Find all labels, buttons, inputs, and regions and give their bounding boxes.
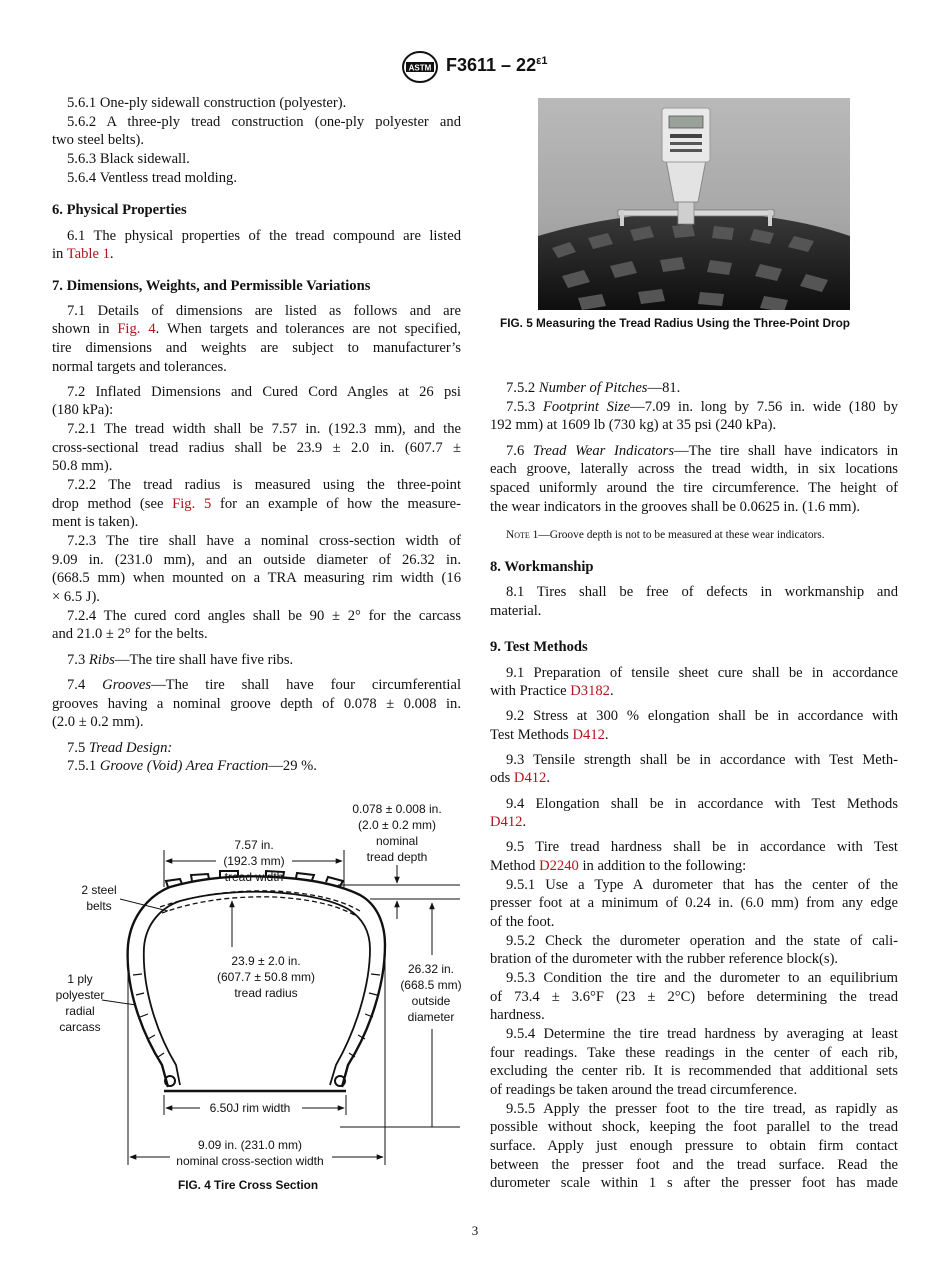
cross-section-width-label: 9.09 in. (231.0 mm) — [197, 1138, 303, 1152]
text-line: 5.6.3 Black sidewall. — [67, 151, 190, 167]
text-line: Method D2240 in addition to the following: — [490, 858, 747, 874]
tire-cross-section-figure — [40, 795, 480, 1165]
tread-depth-label: (2.0 ± 0.2 mm) — [358, 818, 436, 832]
tread-radius-label: tread radius — [234, 986, 298, 1000]
indicator-button — [670, 134, 702, 138]
text-line: 9.5.2 Check the durometer operation and the state of cali- — [506, 933, 898, 949]
text-line: shown in Fig. 4. When targets and tolerances are not specified, — [52, 321, 461, 337]
text-line: × 6.5 J). — [52, 589, 100, 605]
text-line: with Practice D3182. — [490, 683, 614, 699]
d3182-link[interactable]: D3182 — [570, 683, 610, 699]
designation: F3611 – 22 — [446, 55, 537, 75]
fig-5-caption: FIG. 5 Measuring the Tread Radius Using the Three-Point Drop — [500, 316, 851, 330]
text-line: tire dimensions and weights are subject to manufacturer’s — [52, 340, 461, 356]
text-line: 7.2.3 The tire shall have a nominal cross-section width of — [67, 533, 461, 549]
text-line: hardness. — [490, 1007, 545, 1023]
outside-diameter-label: (668.5 mm) — [400, 978, 462, 992]
text-line: of 73.4 ± 3.6°F (23 ± 2°C) before determining the tread — [490, 989, 898, 1005]
text-line: 5.6.2 A three-ply tread construction (one-ply polyester and — [67, 114, 461, 130]
d412-link[interactable]: D412 — [513, 770, 547, 786]
text-line: and 21.0 ± 2° for the belts. — [52, 626, 208, 642]
text-line: cross-sectional tread radius shall be 23.9 ± 2.0 in. (607.7 ± — [52, 440, 461, 456]
text-line: 5.6.4 Ventless tread molding. — [67, 170, 237, 186]
text-line: Test Methods D412. — [490, 727, 609, 743]
section-heading-8: 8. Workmanship — [490, 559, 594, 575]
gauge-bar — [618, 210, 774, 216]
tread-radius-label: 23.9 ± 2.0 in. — [231, 954, 301, 968]
text-line: 7.1 Details of dimensions are listed as follows and are — [67, 303, 461, 319]
text-line: 7.2 Inflated Dimensions and Cured Cord Angles at 26 psi — [67, 384, 461, 400]
text-line: 9.5.1 Use a Type A durometer that has the center of the — [506, 877, 898, 893]
d2240-link[interactable]: D2240 — [539, 858, 579, 874]
text-line: excluding the center rib. It is recommended that additional sets — [490, 1063, 898, 1079]
text-line: 9.5.4 Determine the tire tread hardness by averaging at least — [506, 1026, 898, 1042]
tread-width-label: (192.3 mm) — [223, 854, 285, 868]
text-line: 7.6 Tread Wear Indicators—The tire shall have indicators in — [506, 443, 899, 459]
text-line: 9.5.5 Apply the presser foot to the tire tread, as rapidly as — [506, 1101, 898, 1117]
outside-diameter-label: outside — [411, 994, 451, 1008]
astm-logo-icon — [400, 50, 440, 84]
carcass-label: carcass — [59, 1020, 101, 1034]
note-1: Note 1—Groove depth is not to be measured at these wear indicators. — [506, 529, 825, 541]
text-line: each groove, laterally across the tread width, in six locations — [490, 461, 898, 477]
text-line: 192 mm) at 1609 lb (730 kg) at 35 psi (240 kPa). — [490, 417, 777, 433]
text-line: drop method (see Fig. 5 for an example of how the measure- — [52, 496, 462, 512]
text-line: 9.4 Elongation shall be in accordance with Test Methods — [506, 796, 898, 812]
text-line: 9.09 in. (231.0 mm), and an outside diameter of 26.32 in. — [52, 552, 461, 568]
text-line: ods D412. — [490, 770, 551, 786]
rim-width-label: 6.50J rim width — [209, 1101, 291, 1115]
text-line: 7.5.2 Number of Pitches—81. — [506, 380, 681, 396]
text-line: 7.5.3 Footprint Size—7.09 in. long by 7.56 in. wide (180 by — [506, 399, 898, 415]
text-line: possible without shock, keeping the foot parallel to the tread — [490, 1119, 898, 1135]
section-heading-7: 7. Dimensions, Weights, and Permissible Variations — [52, 278, 371, 294]
text-line: 6.1 The physical properties of the tread compound are listed — [67, 228, 461, 244]
outside-diameter-label: diameter — [407, 1010, 455, 1024]
text-line: bration of the durometer with the rubber reference block(s). — [490, 951, 839, 967]
text-line: of readings be taken around the tread circumference. — [490, 1082, 798, 1098]
tread-depth-label: tread depth — [366, 850, 428, 864]
text-line: between the presser foot and the tread surface. Read the — [490, 1157, 898, 1173]
text-line: 7.5.1 Groove (Void) Area Fraction—29 %. — [67, 758, 317, 774]
gauge-leg — [620, 210, 624, 226]
section-heading-9: 9. Test Methods — [490, 639, 588, 655]
indicator-button — [670, 142, 702, 145]
section-heading-6: 6. Physical Properties — [52, 202, 187, 218]
leader-line — [102, 1000, 136, 1005]
text-line: two steel belts). — [52, 132, 145, 148]
text-line: spaced uniformly around the tire circumference. The height of — [490, 480, 898, 496]
text-line: surface. Apply just enough pressure to obtain firm contact — [490, 1138, 898, 1154]
text-line: (2.0 ± 0.2 mm). — [52, 714, 144, 730]
tread-radius-label: (607.7 ± 50.8 mm) — [217, 970, 315, 984]
cross-section-width-label: nominal cross-section width — [176, 1154, 324, 1165]
page-header — [400, 50, 600, 86]
text-line: of the foot. — [490, 914, 555, 930]
tire-tread — [538, 212, 850, 310]
text-line: 9.5 Tire tread hardness shall be in accordance with Test — [506, 839, 898, 855]
text-line: 8.1 Tires shall be free of defects in workmanship and — [506, 584, 898, 600]
tread-width-label: tread width — [224, 870, 284, 884]
digital-display — [669, 116, 703, 128]
steel-belts-label: belts — [86, 899, 112, 913]
text-line: 7.2.4 The cured cord angles shall be 90 ± 2° for the carcass — [67, 608, 461, 624]
tread-radius-photo — [538, 98, 850, 310]
text-line: 7.2.1 The tread width shall be 7.57 in. (192.3 mm), and the — [67, 421, 461, 437]
text-line: 7.3 Ribs—The tire shall have five ribs. — [67, 652, 294, 668]
text-line: 50.8 mm). — [52, 458, 113, 474]
text-line: 9.2 Stress at 300 % elongation shall be in accordance with — [506, 708, 898, 724]
fig-4-caption: FIG. 4 Tire Cross Section — [178, 1178, 319, 1192]
text-line: the wear indicators in the grooves shall be 0.0625 in. (1.6 mm). — [490, 499, 861, 515]
page-number: 3 — [471, 1223, 479, 1238]
outside-diameter-label: 26.32 in. — [407, 962, 455, 976]
text-line: 9.5.3 Condition the tire and the durometer to an equilibrium — [506, 970, 898, 986]
text-line: grooves having a nominal groove depth of 0.078 ± 0.008 in. — [52, 696, 461, 712]
text-line: material. — [490, 603, 542, 619]
text-line: 5.6.1 One-ply sidewall construction (polyester). — [67, 95, 347, 111]
d412-link[interactable]: D412 — [572, 727, 605, 743]
text-line: presser foot at a minimum of 0.24 in. (6.0 mm) from any edge — [490, 895, 898, 911]
carcass-label: 1 ply — [67, 972, 93, 986]
designation-superscript: ε1 — [536, 55, 548, 67]
carcass-label: radial — [65, 1004, 95, 1018]
logo-text: ASTM — [408, 63, 432, 73]
text-line: 9.3 Tensile strength shall be in accordance with Test Meth- — [506, 752, 898, 768]
text-line: 7.5 Tread Design: — [67, 740, 173, 756]
text-line: 7.2.2 The tread radius is measured using the three-point — [67, 477, 461, 493]
fig-4-link[interactable]: Fig. 4 — [117, 321, 156, 337]
tread-width-label: 7.57 in. — [234, 838, 274, 852]
tread-depth-label: 0.078 ± 0.008 in. — [352, 802, 442, 816]
gauge-leg — [768, 210, 772, 226]
text-line: 7.4 Grooves—The tire shall have four circumferential — [67, 677, 461, 693]
text-line: normal targets and tolerances. — [52, 359, 227, 375]
steel-belts-label: 2 steel — [81, 883, 117, 897]
text-line: (180 kPa): — [52, 402, 114, 418]
leader-line — [120, 899, 168, 911]
text-line: in Table 1. — [52, 246, 114, 262]
text-line: D412. — [490, 814, 527, 830]
tread-depth-label: nominal — [375, 834, 419, 848]
indicator-button — [670, 149, 702, 152]
fig-5-link[interactable]: Fig. 5 — [172, 496, 212, 512]
table-1-link[interactable]: Table 1 — [66, 246, 110, 262]
text-line: 9.1 Preparation of tensile sheet cure shall be in accordance — [506, 665, 898, 681]
d412-link[interactable]: D412 — [490, 814, 523, 830]
carcass-label: polyester — [55, 988, 105, 1002]
text-line: (668.5 mm) when mounted on a TRA measuring rim width (16 — [52, 570, 461, 586]
text-line: four readings. Take these readings in the center of each rib, — [490, 1045, 898, 1061]
gauge-center — [678, 202, 694, 224]
text-line: ment is taken). — [52, 514, 139, 530]
text-line: durometer scale within 1 s after the presser foot has made — [490, 1175, 898, 1191]
